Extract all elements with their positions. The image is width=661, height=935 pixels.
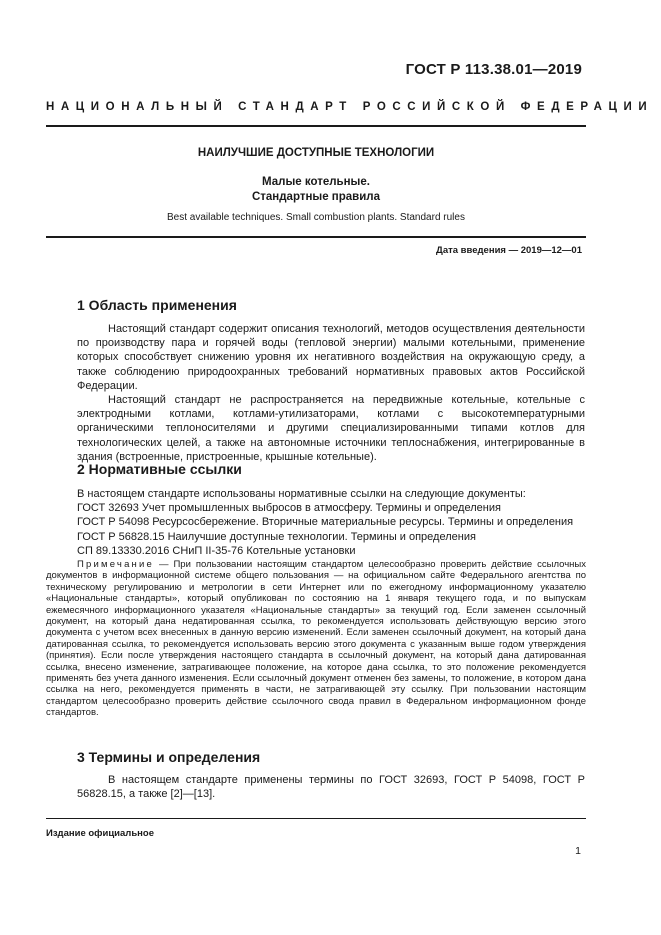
references-note [46,559,586,719]
gost-number: ГОСТ Р 113.38.01—2019 [405,61,582,78]
page-number: 1 [575,845,581,857]
section-3-heading: 3 Термины и определения [77,749,261,765]
reference-item: СП 89.13330.2016 СНиП II-35-76 Котельные установки [77,544,356,557]
reference-item: ГОСТ Р 54098 Ресурсосбережение. Вторичные материальные ресурсы. Термины и определения [77,516,574,529]
section-1-paragraph-2: Настоящий стандарт не распространяется на передвижные котельные, котельные с электродными котлами, котлами-утилизаторами, котлами с высокотемпературными органическими теплоносителями и другими специализированными типами котлов для технологических целей, а также на автономные источники теплоснабжения, интегрированные в здания (встроенные, пристроенные, крышные котельные). [77,394,585,463]
references-intro: В настоящем стандарте использованы нормативные ссылки на следующие документы: [77,488,526,500]
subtitle-line-1: Малые котельные. [262,176,370,188]
note-label: Примечание [77,559,154,570]
subtitle-line-2: Стандартные правила [251,191,381,203]
official-edition-label: Издание официальное [46,828,154,839]
top-divider [46,125,586,127]
references-list [77,487,585,558]
footer-divider [46,818,586,819]
section-1-heading: 1 Область применения [77,297,237,313]
introduction-date: Дата введения — 2019—12—01 [436,245,582,256]
section-1-body [77,322,585,464]
document-subtitle [46,175,586,205]
section-2-heading: 2 Нормативные ссылки [77,461,242,477]
section-3-body [77,773,585,801]
note-text: — При пользовании настоящим стандартом целесообразно проверить действие ссылочных документов в информационной системе общего пользования — на официальном сайте Федерального агентства по техническому регулированию и метрологии в сети Интернет или по ежегодному информационному указателю «Национальные стандарты», который опубликован по состоянию на 1 января текущего года, и по выпускам ежемесячного информационного указателя «Национальные стандарты» за текущий год. Если заменен ссылочный документ, на который дана недатированная ссылка, то рекомендуется использовать действующую версию этого документа с учетом всех внесенных в данную версию изменений. Если заменен ссылочный документ, на который дана датированная ссылка, то рекомендуется использовать версию этого документа с указанным выше годом утверждения (принятия). Если после утверждения настоящего стандарта в ссылочный документ, на который дана датированная ссылка, внесено изменение, затрагивающее положение, на которое дана ссылка, то это положение рекомендуется применять без учета данного изменения. Если ссылочный документ отменен без замены, то положение, в котором дана ссылка на него, рекомендуется применять в части, не затрагивающей эту ссылку. При пользовании настоящим стандартом целесообразно проверить действие ссылочного свода правил в Федеральном информационном фонде стандартов. [46,559,586,719]
reference-item: ГОСТ 32693 Учет промышленных выбросов в атмосферу. Термины и определения [77,502,501,515]
title-divider [46,236,586,238]
section-1-paragraph-1: Настоящий стандарт содержит описания технологий, методов осуществления деятельности по производству пара и горячей воды (тепловой энергии) малыми котельными, применение которых способствует снижению уровня их негативного воздействия на окружающую среду, а также соблюдению природоохранных требований нормативных правовых актов Российской Федерации. [77,323,585,392]
section-3-paragraph-1: В настоящем стандарте применены термины по ГОСТ 32693, ГОСТ Р 54098, ГОСТ Р 56828.15, а также [2]—[13]. [77,774,585,801]
document-title: НАИЛУЧШИЕ ДОСТУПНЫЕ ТЕХНОЛОГИИ [197,147,435,159]
reference-item: ГОСТ Р 56828.15 Наилучшие доступные технологии. Термины и определения [77,530,476,543]
english-title: Best available techniques. Small combustion plants. Standard rules [167,212,465,223]
national-standard-banner: НАЦИОНАЛЬНЫЙ СТАНДАРТ РОССИЙСКОЙ ФЕДЕРАЦИИ [46,101,654,113]
